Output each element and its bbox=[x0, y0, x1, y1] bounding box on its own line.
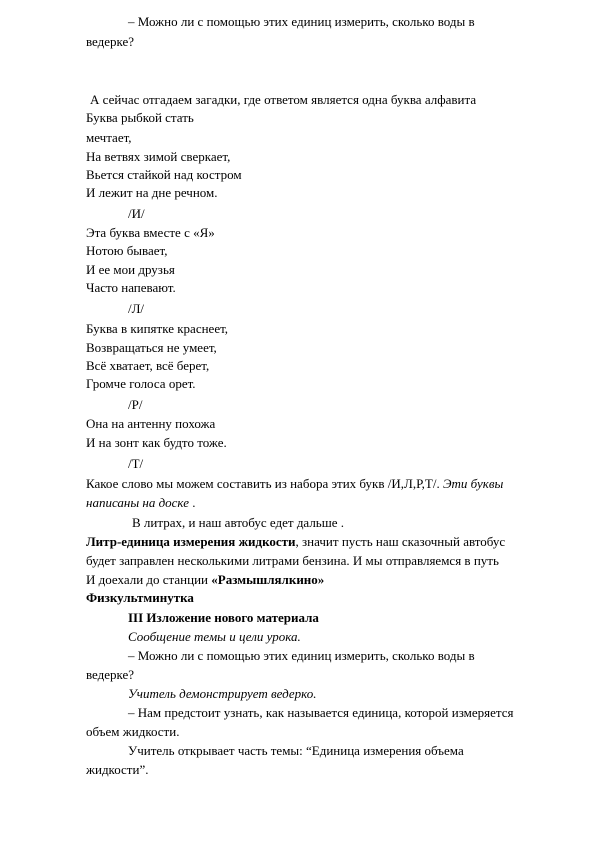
word-question-italic: написаны на доске bbox=[86, 495, 189, 510]
riddle-line: И на зонт как будто тоже. bbox=[86, 435, 227, 450]
riddle-intro: А сейчас отгадаем загадки, где ответом является одна буква алфавита bbox=[90, 92, 477, 107]
riddle-line: Всё хватает, всё берет, bbox=[86, 358, 210, 373]
topic-open-line: жидкости”. bbox=[86, 762, 149, 777]
word-question-cont bbox=[86, 495, 195, 511]
riddle-answer: /Л/ bbox=[128, 301, 145, 316]
question-line: – Можно ли с помощью этих единиц измерить, сколько воды в bbox=[128, 648, 475, 663]
question-line: ведерке? bbox=[86, 667, 135, 682]
bus-line-text: И доехали до станции bbox=[86, 572, 212, 587]
word-question-text: Какое слово мы можем составить из набора этих букв /И,Л,Р,Т/. bbox=[86, 476, 440, 491]
teacher-demo: Учитель демонстрирует ведерко. bbox=[128, 686, 317, 701]
riddle-line: Она на антенну похожа bbox=[86, 416, 216, 431]
riddle-line: Буква в кипятке краснеет, bbox=[86, 321, 229, 336]
riddle-line: Вьется стайкой над костром bbox=[86, 167, 242, 182]
section-heading: III Изложение нового материала bbox=[128, 610, 319, 625]
riddle-line: Громче голоса орет. bbox=[86, 376, 196, 391]
riddle-answer: /И/ bbox=[128, 206, 145, 221]
word-question-italic: Эти буквы bbox=[442, 476, 504, 491]
topic-message: Сообщение темы и цели урока. bbox=[128, 629, 301, 644]
station-name: «Размышлялкино» bbox=[211, 572, 325, 587]
riddle-answer: /Т/ bbox=[128, 456, 144, 471]
question-line: – Можно ли с помощью этих единиц измерить, сколько воды в bbox=[128, 14, 475, 29]
word-question-end: . bbox=[188, 495, 196, 510]
topic-open-line: Учитель открывает часть темы: “Единица измерения объема bbox=[128, 743, 464, 758]
riddle-line: Часто напевают. bbox=[86, 280, 176, 295]
learn-line: объем жидкости. bbox=[86, 724, 180, 739]
riddle-line: мечтает, bbox=[86, 130, 132, 145]
fizkultminutka-heading: Физкультминутка bbox=[86, 590, 194, 605]
liter-definition bbox=[86, 534, 505, 550]
liter-definition-bold: Литр-единица измерения жидкости bbox=[86, 534, 296, 549]
riddle-line: На ветвях зимой сверкает, bbox=[86, 149, 231, 164]
riddle-line: Нотою бывает, bbox=[86, 243, 168, 258]
riddle-line: Буква рыбкой стать bbox=[86, 110, 194, 125]
bus-line: будет заправлен несколькими литрами бензина. И мы отправляемся в путь bbox=[86, 553, 499, 568]
learn-line: – Нам предстоит узнать, как называется единица, которой измеряется bbox=[128, 705, 514, 720]
liter-definition-rest: , значит пусть наш сказочный автобус bbox=[295, 534, 506, 549]
question-line: ведерке? bbox=[86, 34, 135, 49]
bus-line bbox=[86, 572, 324, 588]
riddle-line: И ее мои друзья bbox=[86, 262, 175, 277]
liters-line: В литрах, и наш автобус едет дальше . bbox=[132, 515, 345, 530]
riddle-line: Возвращаться не умеет, bbox=[86, 340, 217, 355]
word-question bbox=[86, 476, 503, 492]
riddle-line: И лежит на дне речном. bbox=[86, 185, 218, 200]
riddle-answer: /Р/ bbox=[128, 397, 143, 412]
riddle-line: Эта буква вместе с «Я» bbox=[86, 225, 215, 240]
